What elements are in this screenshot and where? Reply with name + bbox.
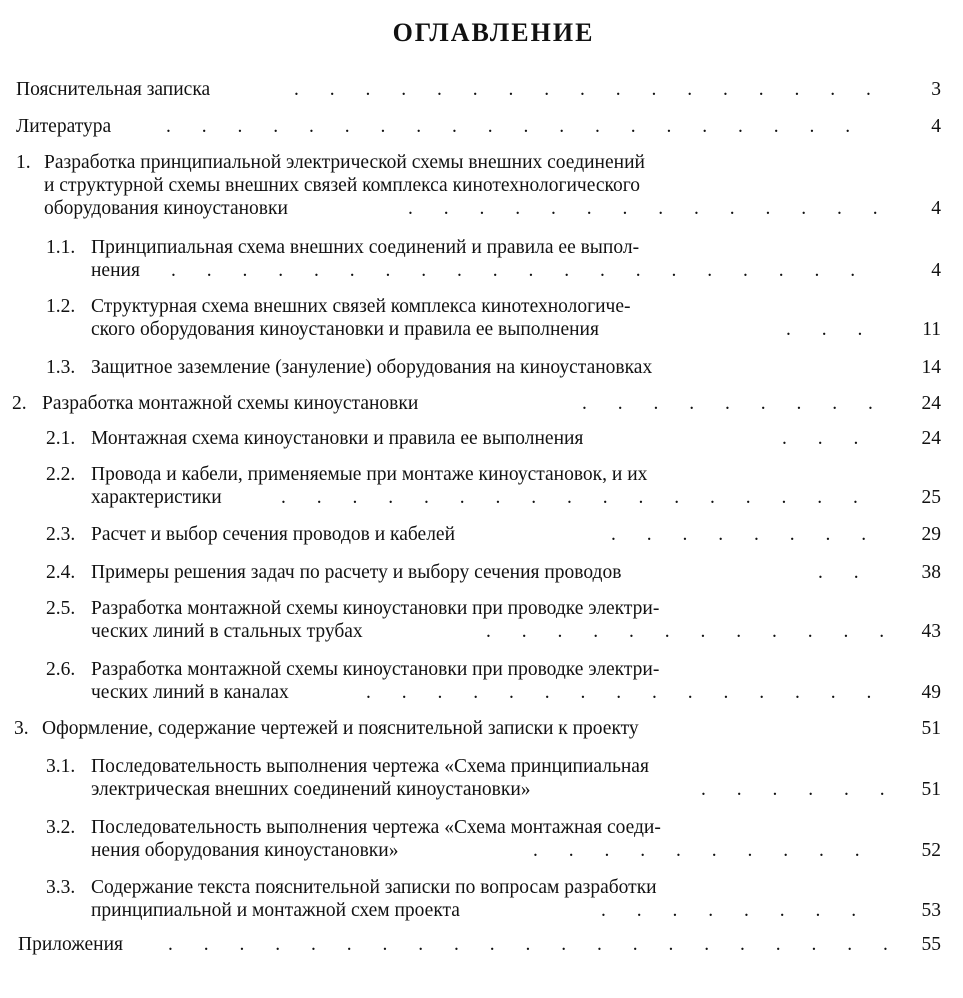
- toc-page-number: 4: [931, 116, 941, 137]
- toc-entry-title: ческих линий в каналах: [91, 682, 289, 703]
- toc-entry-number: 2.5.: [46, 598, 76, 619]
- toc-page-number: 55: [921, 934, 941, 955]
- toc-entry-title: Пояснительная записка: [16, 79, 211, 100]
- toc-entry-number: 1.1.: [46, 237, 76, 258]
- toc-entry-title: ского оборудования киноустановки и правила ее выполнения: [91, 319, 599, 340]
- toc-leader-dots: . . . . . . . .: [611, 524, 880, 545]
- toc-leader-dots: . . . . . . . . . . . . . .: [408, 198, 891, 219]
- toc-leader-dots: . . . . . . . . . . . .: [486, 621, 898, 642]
- toc-leader-dots: . . . . . . . . .: [582, 393, 886, 414]
- toc-entry-number: 3.: [14, 718, 29, 739]
- toc-entry-number: 3.1.: [46, 756, 76, 777]
- toc-entry-title: Расчет и выбор сечения проводов и кабелей: [91, 524, 456, 545]
- toc-entry-number: 2.6.: [46, 659, 76, 680]
- toc-page-number: 51: [921, 779, 941, 800]
- toc-entry-title: электрическая внешних соединений киноустановки»: [91, 779, 531, 800]
- toc-entry-number: 1.2.: [46, 296, 76, 317]
- toc-entry-title: Разработка принципиальной электрической схемы внешних соединений: [44, 152, 645, 173]
- toc-page-number: 24: [921, 428, 941, 449]
- toc-entry-title: Содержание текста пояснительной записки по вопросам разработки: [91, 877, 657, 898]
- toc-entry-title: нения оборудования киноустановки»: [91, 840, 399, 861]
- toc-entry-number: 3.2.: [46, 817, 76, 838]
- toc-entry-title: Примеры решения задач по расчету и выбору сечения проводов: [91, 562, 622, 583]
- toc-entry-title: Провода и кабели, применяемые при монтаже киноустановок, и их: [91, 464, 648, 485]
- toc-entry-number: 2.1.: [46, 428, 76, 449]
- toc-entry-title: Приложения: [18, 934, 123, 955]
- toc-page-number: 49: [921, 682, 941, 703]
- toc-entry-title: Защитное заземление (зануление) оборудования на киноустановках: [91, 357, 653, 378]
- toc-entry-title: нения: [91, 260, 140, 281]
- toc-leader-dots: . . . . . . . . . . . . . . .: [366, 682, 885, 703]
- toc-entry-title: Последовательность выполнения чертежа «Схема монтажная соеди-: [91, 817, 661, 838]
- toc-leader-dots: . . . . . .: [701, 779, 898, 800]
- toc-leader-dots: . . . . . . . . . .: [533, 840, 873, 861]
- toc-entry-title: оборудования киноустановки: [44, 198, 288, 219]
- toc-page-number: 3: [931, 79, 941, 100]
- toc-leader-dots: . . . . . . . . . . . . . . . . . . . .: [166, 116, 864, 137]
- toc-page-number: 4: [931, 198, 941, 219]
- toc-entry-number: 2.4.: [46, 562, 76, 583]
- toc-entry-number: 3.3.: [46, 877, 76, 898]
- toc-entry-title: Принципиальная схема внешних соединений и правила ее выпол-: [91, 237, 640, 258]
- toc-entry-title: Структурная схема внешних связей комплекса кинотехнологиче-: [91, 296, 631, 317]
- toc-page-number: 53: [921, 900, 941, 921]
- toc-entry-title: и структурной схемы внешних связей комплекса кинотехнологического: [44, 175, 641, 196]
- toc-entry-title: Последовательность выполнения чертежа «Схема принципиальная: [91, 756, 649, 777]
- toc-page-number: 29: [921, 524, 941, 545]
- toc-entry-title: Литература: [16, 116, 112, 137]
- toc-leader-dots: . . . . . . . . . . . . . . . . .: [281, 487, 871, 508]
- toc-page-number: 11: [922, 319, 941, 340]
- toc-entry-title: Разработка монтажной схемы киноустановки при проводке электри-: [91, 659, 660, 680]
- toc-entry-number: 2.: [12, 393, 27, 414]
- toc-leader-dots: . . . . . . . .: [601, 900, 870, 921]
- toc-page-number: 51: [921, 718, 941, 739]
- toc-leader-dots: . . . . . . . . . . . . . . . . .: [294, 79, 884, 100]
- toc-entry-number: 2.2.: [46, 464, 76, 485]
- toc-entry-title: характеристики: [91, 487, 222, 508]
- page-title: ОГЛАВЛЕНИЕ: [392, 18, 595, 47]
- toc-entry-title: Оформление, содержание чертежей и пояснительной записки к проекту: [42, 718, 639, 739]
- toc-page-number: 25: [921, 487, 941, 508]
- toc-entry-number: 2.3.: [46, 524, 76, 545]
- toc-leader-dots: . .: [818, 562, 872, 583]
- toc-page-number: 38: [921, 562, 941, 583]
- toc-page-number: 52: [921, 840, 941, 861]
- toc-leader-dots: . . . . . . . . . . . . . . . . . . . . .: [168, 934, 901, 955]
- toc-entry-title: Разработка монтажной схемы киноустановки: [42, 393, 419, 414]
- toc-entry-title: Разработка монтажной схемы киноустановки при проводке электри-: [91, 598, 660, 619]
- toc-entry-title: Монтажная схема киноустановки и правила ее выполнения: [91, 428, 584, 449]
- toc-entry-title: ческих линий в стальных трубах: [91, 621, 363, 642]
- toc-page-number: 24: [921, 393, 941, 414]
- toc-page-number: 4: [931, 260, 941, 281]
- toc-entry-number: 1.3.: [46, 357, 76, 378]
- toc-page-number: 14: [921, 357, 941, 378]
- toc-leader-dots: . . .: [782, 428, 872, 449]
- toc-entry-title: принципиальной и монтажной схем проекта: [91, 900, 460, 921]
- toc-entry-number: 1.: [16, 152, 31, 173]
- toc-leader-dots: . . .: [786, 319, 876, 340]
- toc-page-number: 43: [921, 621, 941, 642]
- toc-leader-dots: . . . . . . . . . . . . . . . . . . . .: [171, 260, 869, 281]
